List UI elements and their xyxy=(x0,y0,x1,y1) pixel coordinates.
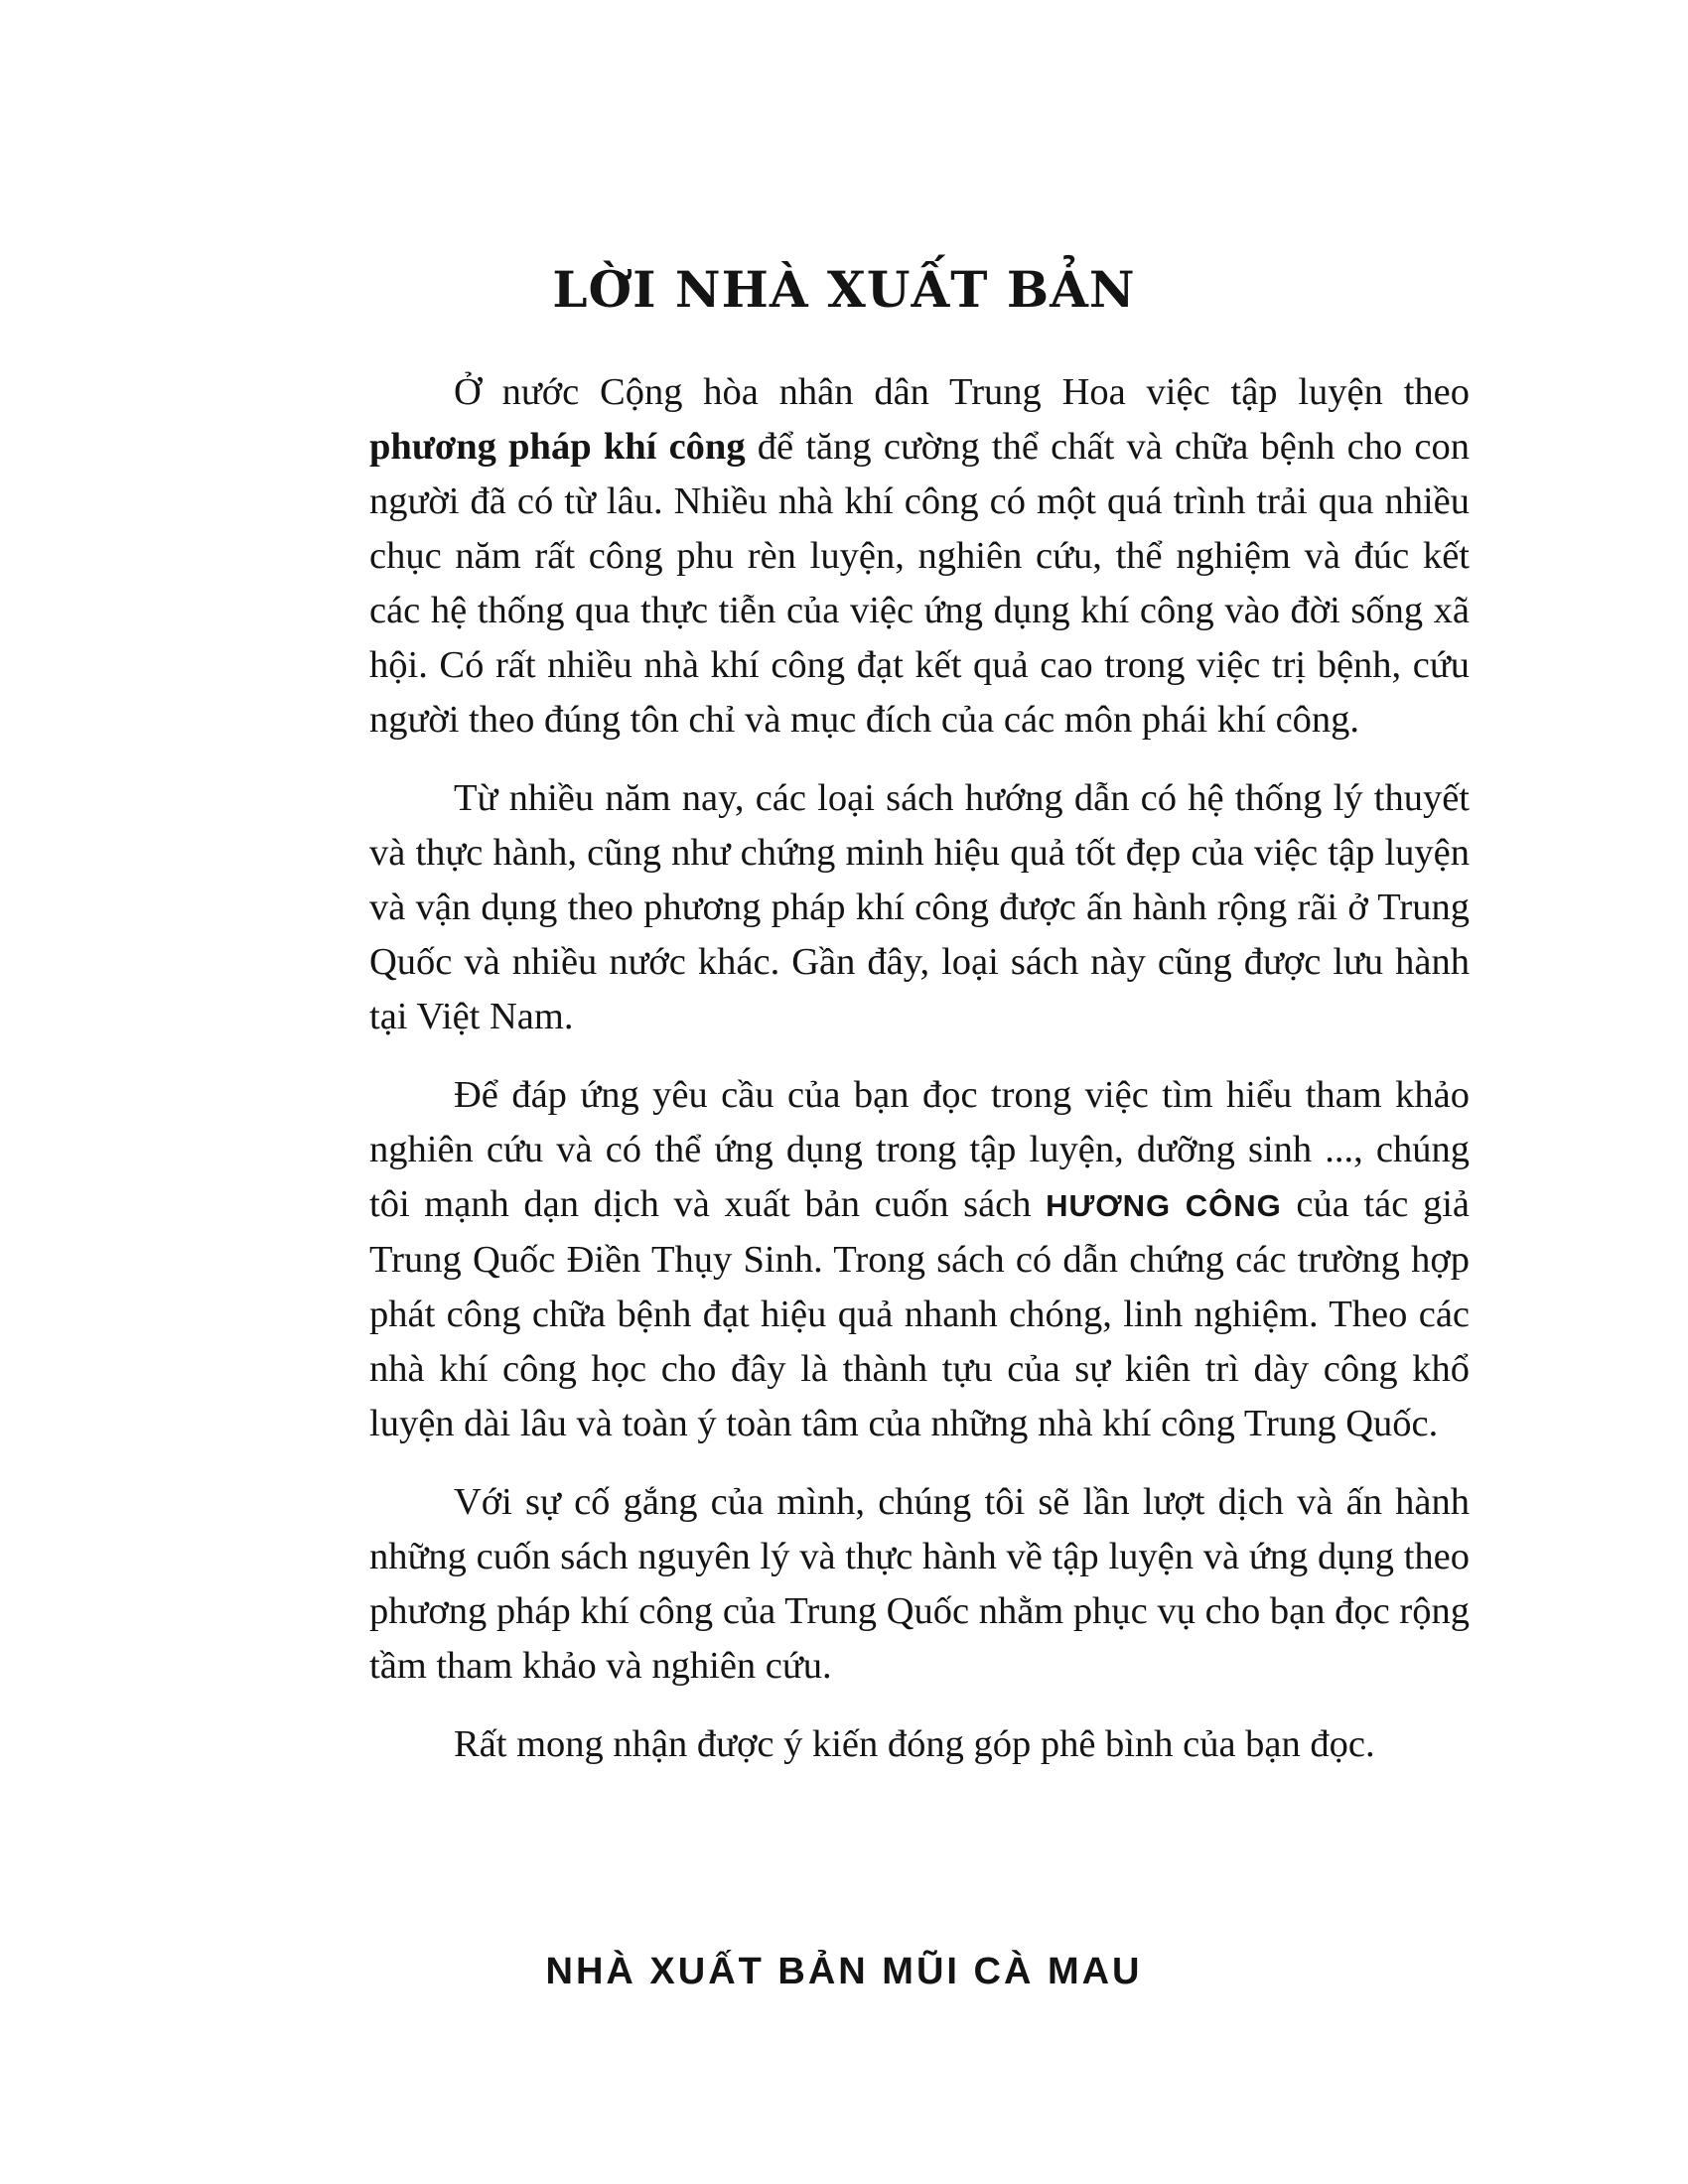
book-title: HƯƠNG CÔNG xyxy=(1046,1188,1282,1223)
publisher-signature: NHÀ XUẤT BẢN MŨI CÀ MAU xyxy=(545,1951,1143,1992)
paragraph-1 xyxy=(369,365,1470,748)
paragraph-5: Rất mong nhận được ý kiến đóng góp phê bình của bạn đọc. xyxy=(454,1723,1375,1765)
paragraph-3-rest: của tác giả Trung Quốc Điền Thụy Sinh. Trong sách có dẫn chứng các trường hợp phát công chữa bệnh đạt hiệu quả nhanh chóng, linh nghiệm. Theo các nhà khí công học cho đây là thành tựu của sự kiên trì dày công khổ luyện dài lâu và toàn ý toàn tâm của những nhà khí công Trung Quốc. xyxy=(369,1183,1470,1444)
paragraph-4: Với sự cố gắng của mình, chúng tôi sẽ lần lượt dịch và ấn hành những cuốn sách nguyên lý và thực hành về tập luyện và ứng dụng theo phương pháp khí công của Trung Quốc nhằm phục vụ cho bạn đọc rộng tầm tham khảo và nghiên cứu. xyxy=(369,1481,1470,1687)
paragraph-3 xyxy=(369,1068,1470,1451)
paragraph-3-lead: Để đáp ứng yêu cầu của bạn đọc trong việc tìm hiểu tham khảo nghiên cứu và có thể ứng dụng trong tập luyện, dưỡng sinh ..., chúng tôi mạnh dạn dịch và xuất bản cuốn sách xyxy=(369,1074,1470,1225)
page-title: LỜI NHÀ XUẤT BẢN xyxy=(552,260,1136,319)
paragraph-1-lead: Ở nước Cộng hòa nhân dân Trung Hoa việc tập luyện theo xyxy=(454,371,1470,413)
foreword-body xyxy=(369,365,1470,1772)
paragraph-1-rest: để tăng cường thể chất và chữa bệnh cho con người đã có từ lâu. Nhiều nhà khí công có một quá trình trải qua nhiều chục năm rất công phu rèn luyện, nghiên cứu, thể nghiệm và đúc kết các hệ thống qua thực tiễn của việc ứng dụng khí công vào đời sống xã hội. Có rất nhiều nhà khí công đạt kết quả cao trong việc trị bệnh, cứu người theo đúng tôn chỉ và mục đích của các môn phái khí công. xyxy=(369,426,1470,741)
paragraph-1-emphasis: phương pháp khí công xyxy=(369,426,746,468)
paragraph-2: Từ nhiều năm nay, các loại sách hướng dẫn có hệ thống lý thuyết và thực hành, cũng như chứng minh hiệu quả tốt đẹp của việc tập luyện và vận dụng theo phương pháp khí công được ấn hành rộng rãi ở Trung Quốc và nhiều nước khác. Gần đây, loại sách này cũng được lưu hành tại Việt Nam. xyxy=(369,777,1470,1037)
